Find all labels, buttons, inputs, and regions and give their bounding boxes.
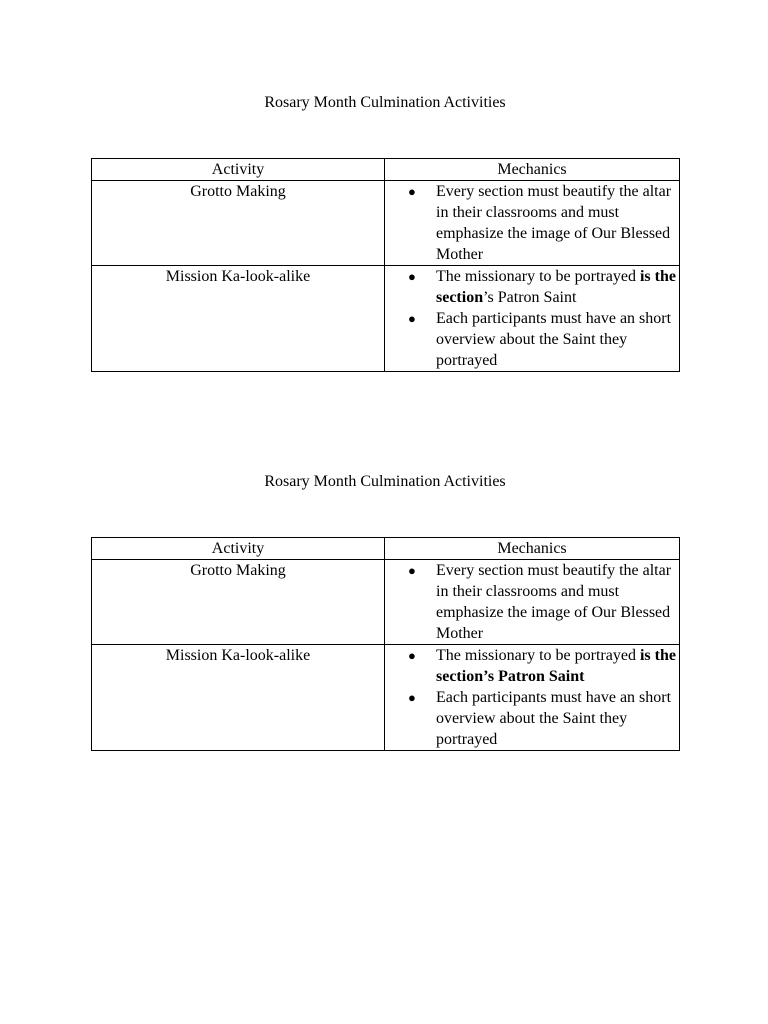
list-item [408,181,679,265]
mechanics-text: Each participants must have an short overview about the Saint they portrayed [436,310,672,369]
list-item [408,645,679,687]
table-header-row [92,159,680,181]
mechanics-text-tail: ’s Patron Saint [483,289,577,306]
mechanics-text: Each participants must have an short overview about the Saint they portrayed [436,689,672,748]
document-title: Rosary Month Culmination Activities [264,94,506,111]
table-row [92,645,680,751]
mechanics-text: Every section must beautify the altar in their classrooms and must emphasize the image of Our Blessed Mother [436,562,672,642]
list-item [408,560,679,644]
mechanics-text: Every section must beautify the altar in their classrooms and must emphasize the image of Our Blessed Mother [436,183,672,263]
table-row [92,181,680,266]
mechanics-list [385,560,679,644]
mechanics-list [385,266,679,371]
activity-cell: Grotto Making [92,560,385,645]
activity-cell: Mission Ka-look-alike [92,645,385,751]
mechanics-text: The missionary to be portrayed [436,268,640,285]
column-header-activity: Activity [92,159,385,181]
activities-block-1 [91,93,679,369]
bullet-icon: ● [408,648,416,663]
bullet-icon: ● [408,690,416,705]
column-header-mechanics: Mechanics [385,538,680,560]
activity-cell: Grotto Making [92,181,385,266]
activities-table [91,537,680,751]
mechanics-text: The missionary to be portrayed [436,647,640,664]
list-item [408,687,679,750]
activity-cell: Mission Ka-look-alike [92,266,385,372]
activities-table [91,158,680,372]
list-item [408,308,679,371]
document-title: Rosary Month Culmination Activities [264,473,506,490]
mechanics-list [385,645,679,750]
mechanics-cell [385,181,680,266]
mechanics-cell [385,645,680,751]
activities-block-2 [91,472,679,748]
table-row [92,560,680,645]
bullet-icon: ● [408,563,416,578]
column-header-mechanics: Mechanics [385,159,680,181]
bullet-icon: ● [408,184,416,199]
column-header-activity: Activity [92,538,385,560]
bullet-icon: ● [408,311,416,326]
mechanics-cell [385,560,680,645]
mechanics-bold-text: is the section [436,268,676,306]
table-row [92,266,680,372]
table-header-row [92,538,680,560]
list-item [408,266,679,308]
mechanics-list [385,181,679,265]
bullet-icon: ● [408,269,416,284]
mechanics-cell [385,266,680,372]
mechanics-bold-text: is the section’s Patron Saint [436,647,676,685]
